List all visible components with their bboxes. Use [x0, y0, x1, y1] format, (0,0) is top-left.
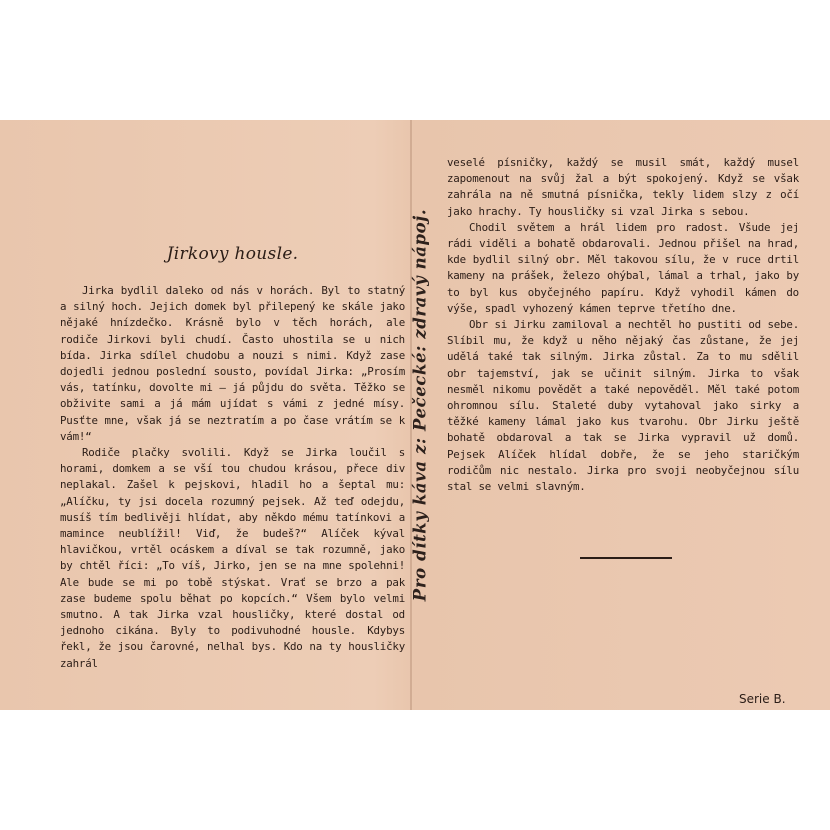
paragraph: Obr si Jirku zamiloval a nechtěl ho pustiti od sebe. Slíbil mu, že když u něho nějaký čas zůstane, že jej udělá také tak silným. Jirka zůstal. Za to mu sdělil obr tajemství, jak se učinit silným. Jirka to však nesměl nikomu povědět a také nepověděl. Měl také potom ohromnou sílu. Staleté duby vytahoval jako sirky a těžké kameny lámal jako kus tvarohu. Obr Jirku ještě bohatě obdaroval a tak se Jirka vypravil už domů. Pejsek Alíček hlídal dobře, že se jeho staričkým rodičům nic nestalo. Jirka pro svoji neobyčejnou sílu stal se velmi slavným.: [447, 318, 799, 494]
document-sheet: [0, 120, 830, 710]
side-banner-text: Pro dítky káva z: Pečecké: zdravý nápoj.: [410, 208, 430, 602]
paragraph: veselé písničky, každý se musil smát, každý musel zapomenout na svůj žal a být spokojený. Když se však zahrála na ně smutná písnička, tekly lidem slzy z očí jako hrachy. Ty housličky si vzal Jirka s sebou.: [447, 156, 799, 218]
side-banner: [398, 120, 442, 710]
paragraph: Chodil světem a hrál lidem pro radost. Všude jej rádi viděli a bohatě obdarovali. Jednou přišel na hrad, kde bydlil silný obr. Měl takovou sílu, že v ruce drtil kameny na prášek, železo ohýbal, lámal a trhal, jako by to byl kus obyčejného papíru. Když vyhodil kámen do výše, spadl vyhozený kámen teprve třetího dne.: [447, 220, 799, 315]
left-page: [60, 120, 405, 710]
paragraph: Jirka bydlil daleko od nás v horách. Byl to statný a silný hoch. Jejich domek byl přilepený ke skále jako nějaké hnízdečko. Krásně bylo v těch horách, ale rodiče Jirkovi byli chudí. Často uhostila se u nich bída. Jirka sdílel chudobu a nouzi s nimi. Když zase dojedli jednou poslední sousto, povídal Jirka: „Prosím vás, tatínku, dovolte mi — já půjdu do světa. Těžko se obživite sami a já mám ujídat s vámi z jedné mísy. Pusťte mne, však já se neztratím a po čase vrátím se k vám!“: [60, 284, 405, 443]
series-label: Serie B.: [739, 692, 786, 706]
end-rule: [580, 557, 672, 559]
left-text-column: [60, 283, 405, 672]
paragraph: Rodiče plačky svolili. Když se Jirka loučil s horami, domkem a se vší tou chudou krásou, přece div neplakal. Zašel k pejskovi, hladil ho a šeptal mu: „Alíčku, ty jsi docela rozumný pejsek. Až teď odejdu, musíš tím bedlivěji hlídat, aby někdo mému tatínkovi a mamince neublížil! Viď, že budeš?“ Alíček kýval hlavičkou, vrtěl ocáskem a díval se tak rozumně, jako by chtěl říci: „To víš, Jirko, jen se na mne spolehni! Ale bude se mi po tobě stýskat. Vrať se brzo a pak zase budeme spolu běhat po kopcích.“ Všem bylo velmi smutno. A tak Jirka vzal housličky, které dostal od jednoho cikána. Byly to podivuhodné housle. Kdybys řekl, že jsou čarovné, nelhal bys. Kdo na ty housličky zahrál: [60, 446, 405, 670]
right-text-column: [447, 155, 799, 495]
story-title: Jirkovy housle.: [166, 244, 299, 264]
